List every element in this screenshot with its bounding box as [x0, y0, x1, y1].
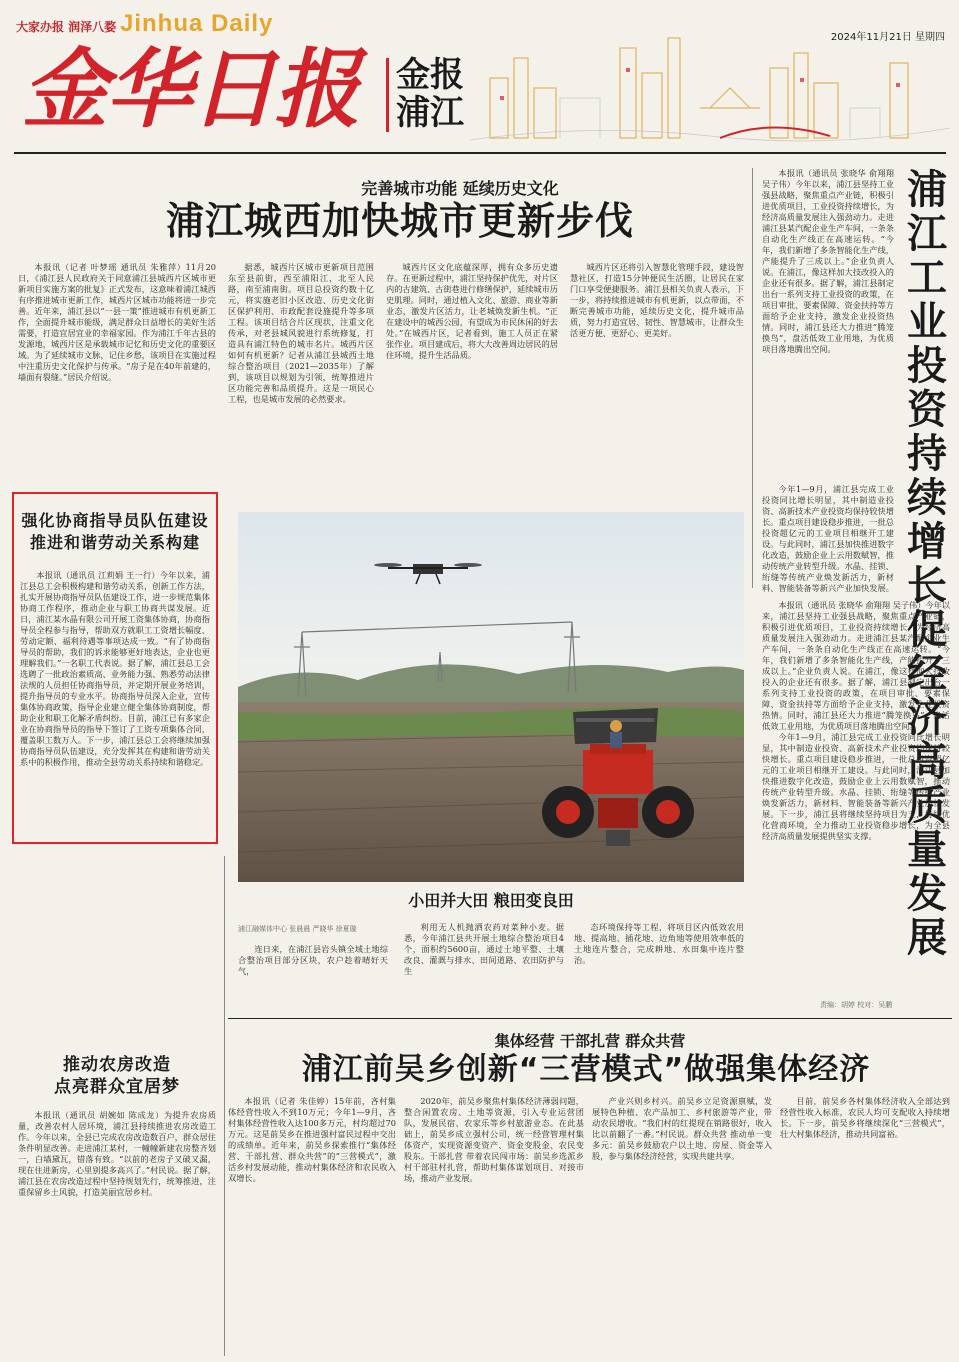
story2-text-3: 产业兴则乡村兴。前吴乡立足资源禀赋，发展特色种植、农产品加工、乡村旅游等产业，带动农民增收。“我们村的红提现在销路很好，收入比以前翻了一番。”村民说。群众共营 推动单一变多元：前吴乡鼓励农户以土地、房屋、资金等入股，参与集体经济经营，实现共建共享。: [592, 1096, 772, 1161]
industry-column-1: [762, 168, 894, 478]
issue-date: 2024年11月21日 星期四: [830, 32, 945, 43]
story3-text: 本报讯（通讯员 胡婉如 陈成龙）为提升农房质量，改善农村人居环境，浦江县持续推进农房改造工作。今年以来，全县已完成农房改造数百户，群众居住条件明显改善。走进浦江某村，一幢幢新建农房整齐划一，白墙黛瓦，错落有致。“以前的老房子又破又漏，现在住进新房，心里别提多高兴了。”村民说。据了解，浦江县在农房改造过程中坚持规划先行，统筹推进，注重保留乡土风貌，打造美丽宜居乡村。: [18, 1110, 216, 1197]
edition-name: [396, 56, 464, 132]
story3-headline-line-1: 推动农房改造: [63, 1055, 171, 1075]
story1-text-3: 城西片区文化底蕴深厚，拥有众多历史遗存。在更新过程中，浦江坚持保护优先，对片区内的古建筑、古街巷进行修缮保护，延续城市历史肌理。同时，通过植入文化、旅游、商业等新业态，激发片区活力，让老城焕发新生机。“正在建设中的城西公园，有望成为市民休闲的好去处。”在城西片区，记者看到，施工人员正在紧张作业。项目建成后，将大大改善周边居民的居住环境，提升生活品质。: [386, 262, 558, 360]
union-story-body: [20, 570, 210, 838]
industry-headline: 浦江工业投资持续增长促经济高质量发展: [907, 167, 947, 961]
edition-line-1: 金报: [396, 55, 464, 95]
english-name: Jinhua Daily: [120, 10, 274, 37]
industry-text-1: 本报讯（通讯员 张晓华 俞翔翔 吴子伟）今年以来，浦江县坚持工业强县战略，聚焦重点产业链，积极引进优质项目，工业投资持续增长，为经济高质量发展注入强劲动力。走进浦江县某汽配企业生产车间，一条条自动化生产线正在高速运转。“今年，我们新增了多条智能化生产线，产能提升了三成以上。”企业负责人说。在浦江，像这样加大技改投入的企业还有很多。据了解，浦江县制定出台一系列支持工业投资的政策，在项目审批、要素保障、资金扶持等方面给予企业支持，激发企业投资热情。同时，浦江县还大力推进“腾笼换鸟”，盘活低效工业用地，为优质项目落地腾出空间。: [762, 168, 894, 354]
photo-title: 小田并大田 粮田变良田: [408, 891, 574, 910]
story2-headline: 浦江前吴乡创新“三营模式”做强集体经济: [301, 1052, 871, 1087]
city-skyline-illustration: [470, 28, 950, 146]
editor-credit: 责编：胡婷 校对：吴鹏: [820, 1001, 893, 1009]
masthead: [0, 0, 959, 150]
story1-text-2: 据悉，城西片区城市更新项目范围东至县前街，西至浦阳江，北至人民路，南至浦南街。项目总投资约数十亿元，将实施老旧小区改造、历史文化街区保护利用、市政配套设施提升等多项工程。该项目结合片区现状，注重文化传承，对老县城风貌进行系统修复，打造具有浦江特色的城市名片。城西片区如何有机更新？记者从浦江县城西土地综合整治项目（2021—2035年）了解到，该项目以规划为引领，统筹推进片区功能完善和品质提升。这是一项民心工程，也是城市发展的必然要求。: [228, 262, 374, 404]
photo-caption-column-3: [574, 922, 744, 982]
story3-body: [18, 1110, 216, 1358]
story2-column-2: [404, 1096, 584, 1358]
story1-kicker: 完善城市功能 延续历史文化: [361, 179, 559, 198]
story1-column-2: [228, 262, 374, 482]
column-divider: [752, 168, 753, 588]
story1-column-4: [570, 262, 744, 482]
photo-caption-text-1: 连日来，在浦江县岩头镇全域土地综合整治项目部分区块，农户趁着晴好天气，: [238, 944, 388, 976]
masthead-rule: [14, 152, 946, 154]
edition-line-2: 浦江: [396, 93, 464, 133]
tractor-drone-field-image: [238, 512, 744, 882]
union-story-box: [12, 492, 218, 844]
edition-divider: [386, 58, 389, 132]
story1-column-3: [386, 262, 558, 482]
photo-credit: 浦江融媒体中心 张晨晨 严晓华 徐夏璇: [238, 925, 357, 933]
story2-column-3: [592, 1096, 772, 1358]
left-column-divider: [224, 856, 225, 1356]
story2-kicker: 集体经营 干部扎营 群众共营: [494, 1032, 686, 1050]
slogan: 大家办报 润泽八婺: [16, 20, 117, 34]
union-headline-line-1: 强化协商指导员队伍建设: [21, 511, 209, 530]
story3-headline: [14, 1054, 220, 1098]
industry-column-2: [762, 484, 894, 592]
industry-text-2: 今年1—9月，浦江县完成工业投资同比增长明显，其中制造业投资、高新技术产业投资均保持较快增长。重点项目建设稳步推进，一批总投资超亿元的工业项目相继开工建设。与此同时，浦江县加快推进数字化改造，鼓励企业上云用数赋智，推动传统产业转型升级。水晶、挂锁、绗缝等传统产业焕发新活力，新材料、智能装备等新兴产业加快发展。: [762, 484, 894, 592]
story2-column-1: [228, 1096, 396, 1358]
farm-photo: [238, 512, 744, 882]
mid-page-rule: [228, 1018, 952, 1019]
industry-text-4: 今年1—9月，浦江县完成工业投资同比增长明显，其中制造业投资、高新技术产业投资均保持较快增长。重点项目建设稳步推进，一批总投资超亿元的工业项目相继开工建设。与此同时，浦江县加快推进数字化改造，鼓励企业上云用数赋智，推动传统产业转型升级。水晶、挂锁、绗缝等传统产业焕发新活力，新材料、智能装备等新兴产业加快发展。下一步，浦江县将继续坚持项目为王，持续优化营商环境，全力推动工业投资稳步增长，为全县经济高质量发展提供坚实支撑。: [762, 732, 950, 841]
photo-caption-text-3: 态环境保持等工程，将项目区内低效农用地、提高地、插花地、边角地等使用效率低的土地连片整合，完成耕地、水田集中连片整治。: [574, 922, 744, 965]
photo-caption-column-1: [238, 944, 388, 1004]
union-story-headline: [14, 510, 216, 554]
story1-text-1: 本报讯（记者 叶梦瑶 通讯员 朱雅萍）11月20日，《浦江县人民政府关于同意浦江县城西片区城市更新项目实施方案的批复》正式发布，这意味着浦江城西有序推进城市更新工作，城西片区城市功能将进一步完善。近年来，浦江县以“一县一策”推进城市有机更新工作，全面提升城市能级，满足群众日益增长的美好生活需要，打造宜居宜业的幸福家园。作为浦江千年古县的发源地，城西片区是承载城市记忆和历史文化的重要区域。为了延续城市文脉，记住乡愁，该项目在实施过程中注重历史文化保护与传承。“房子是在40年前建的，墙面有裂缝。”居民介绍说。: [18, 262, 216, 382]
union-headline-line-2: 推进和谐劳动关系构建: [29, 533, 200, 552]
story2-text-4: 目前，前吴乡各村集体经济收入全部达到经营性收入标准，农民人均可支配收入持续增长。下一步，前吴乡将继续深化“三营模式”，壮大村集体经济，推动共同富裕。: [780, 1096, 950, 1139]
story1-headline: 浦江城西加快城市更新步伐: [165, 199, 634, 243]
story1-column-1: [18, 262, 216, 482]
story1-text-4: 城西片区还将引入智慧化管理手段，建设智慧社区，打造15分钟便民生活圈，让居民在家门口享受便捷服务。浦江县相关负责人表示，下一步，将持续推进城市有机更新，以点带面，不断完善城市功能，延续历史文化，提升城市品质，努力打造宜居、韧性、智慧城市，让群众生活更方便、更舒心、更美好。: [570, 262, 744, 338]
photo-caption-text-2: 利用无人机抛洒农药对菜种小麦。据悉，今年浦江县共开展土地综合整治项目4个，面积约5600亩，通过土地平整、土壤改良、灌溉与排水、田间道路、农田防护与生: [404, 922, 564, 976]
photo-caption-column-2: [404, 922, 564, 982]
newspaper-logo: 金华日报: [22, 39, 358, 140]
story2-column-4: [780, 1096, 950, 1358]
industry-column-3: [762, 600, 950, 990]
story2-text-1: 本报讯（记者 朱佳婷）15年前，吝村集体经营性收入不到10万元；今年1—9月，吝村集体经营性收入达100多万元，村均超过70万元。这是前吴乡在推进强村富民过程中交出的成绩单。近年来，前吴乡探索推行“集体经营、干部扎营、群众共营”的“三营模式”，激活乡村发展动能，推动村集体经济和农民收入双增长。: [228, 1096, 396, 1183]
industry-text-3: 本报讯（通讯员 张晓华 俞翔翔 吴子伟）今年以来，浦江县坚持工业强县战略，聚焦重点产业链，积极引进优质项目，工业投资持续增长，为经济高质量发展注入强劲动力。走进浦江县某汽配企业生产车间，一条条自动化生产线正在高速运转。“今年，我们新增了多条智能化生产线，产能提升了三成以上。”企业负责人说。在浦江，像这样加大技改投入的企业还有很多。据了解，浦江县制定出台一系列支持工业投资的政策，在项目审批、要素保障、资金扶持等方面给予企业支持，激发企业投资热情。同时，浦江县还大力推进“腾笼换鸟”，盘活低效工业用地，为优质项目落地腾出空间。: [762, 600, 950, 731]
story3-headline-line-2: 点亮群众宜居梦: [54, 1077, 180, 1097]
story2-text-2: 2020年，前吴乡聚焦村集体经济薄弱问题，整合闲置农房、土地等资源，引入专业运营团队，发展民宿、农家乐等乡村旅游业态。在此基础上，前吴乡成立强村公司，统一经营管理村集体资产，实现资源变资产、资金变股金、农民变股东。干部扎营 带着农民闯市场：前吴乡选派乡村干部驻村扎营，帮助村集体谋划项目、对接市场，推动产业发展。: [404, 1096, 584, 1183]
union-story-text: 本报讯（通讯员 江莉娟 王一行）今年以来，浦江县总工会积极构建和谐劳动关系，创新工作方法，扎实开展协商指导员队伍建设工作，进一步规范集体协商工作程序，推动企业与职工协商共谋发展。近日，浦江某水晶有限公司开展工资集体协商，协商指导员全程参与指导，帮助双方就职工工资增长幅度、劳动定额、福利待遇等事项达成一致。“有了协商指导员的帮助，我们的诉求能够更好地表达，企业也更理解我们。”一名职工代表说。据了解，浦江县总工会选聘了一批政治素质高、业务能力强、熟悉劳动法律法规的人员担任协商指导员，并定期开展业务培训，提升指导员的专业水平。协商指导员深入企业，宣传集体协商政策，指导企业建立健全集体协商制度，帮助企业和职工化解矛盾纠纷。目前，浦江已有多家企业在协商指导员的指导下签订了工资专项集体合同，覆盖职工数万人。下一步，浦江县总工会将继续加强协商指导员队伍建设，充分发挥其在构建和谐劳动关系中的积极作用，推动全县劳动关系持续和谐稳定。: [20, 570, 210, 767]
